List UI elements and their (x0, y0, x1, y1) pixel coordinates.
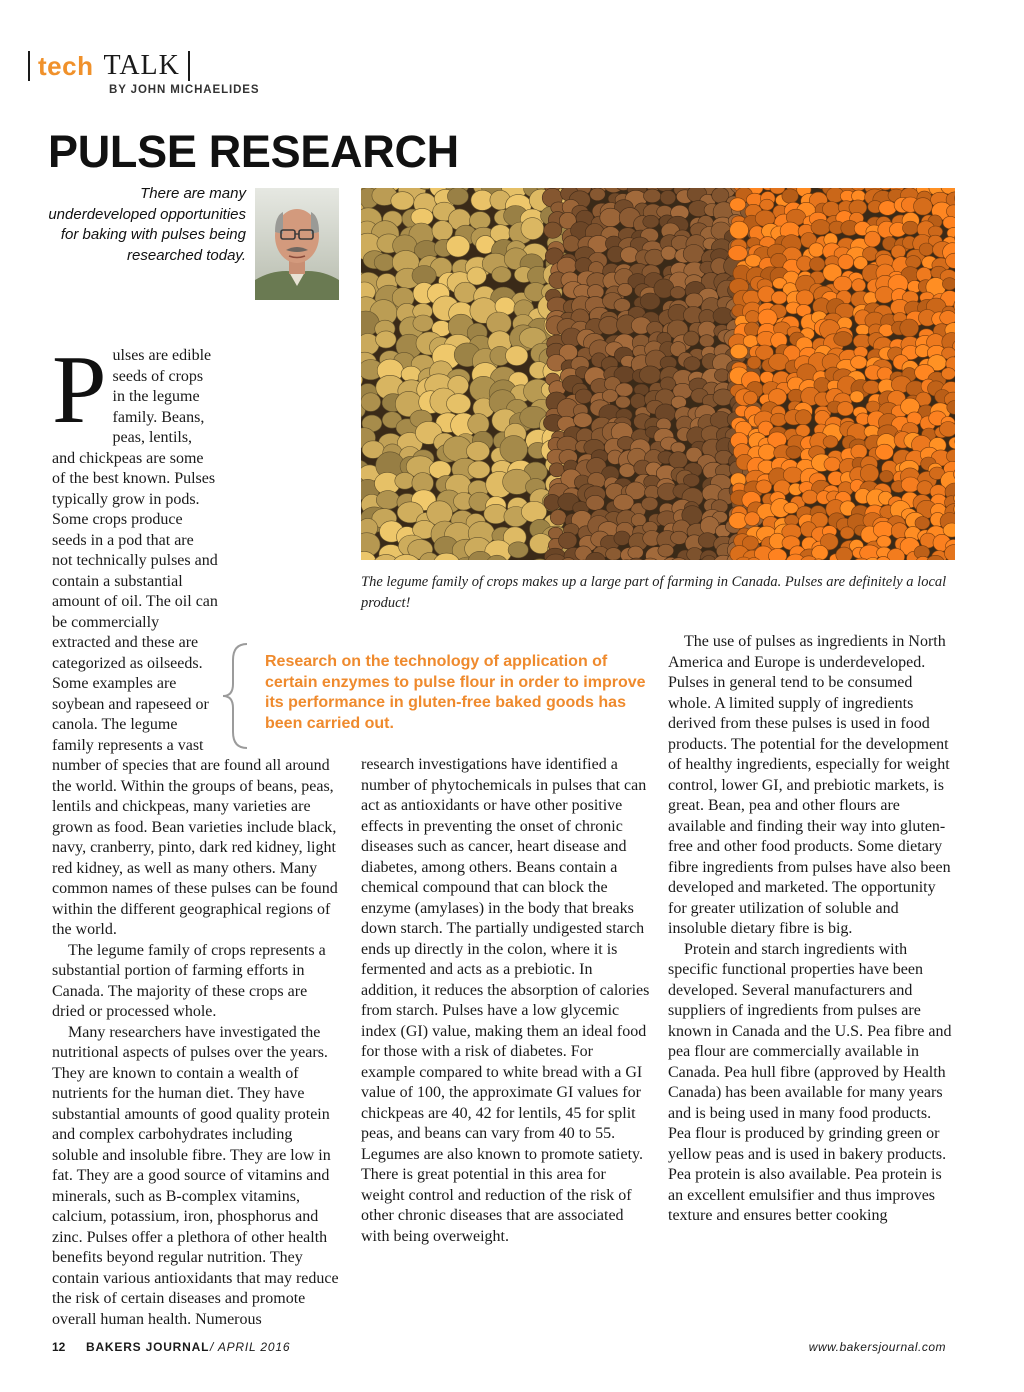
paragraph: Protein and starch ingredients with specific functional properties have been developed. Several manufacturers and suppliers of ingredients from pulses are known in Canada and the U.S. Pea fibre and pea flour are commercially available in Canada. Pea hull fibre (approved by Health Canada) has been available for many years and is being used in many food products. Pea flour is produced by grinding green or yellow peas and is used in bakery products. Pea protein is also available. Pea protein is an excellent emulsifier and thus improves texture and ensures better cooking (668, 940, 952, 1224)
lentil (470, 212, 491, 230)
pull-quote (217, 640, 657, 752)
lentil (683, 245, 704, 264)
paragraph: research investigations have identified a number of phytochemicals in pulses that can act as antioxidants or have other positive effects in preventing the onset of chronic diseases such as cancer, heart disease and diabetes, among others. Beans contain a chemical compound that can block the enzyme (amylases) in the body that breaks down starch. The partially undigested starch ends up directly in the colon, where it is fermented and acts as a prebiotic. In addition, it reduces the absorption of calories from starch. Pulses have a low glycemic index (GI) value, making them an ideal food for those with a risk of diabetes. For example compared to white bread with a GI value of 100, the approximate GI values for chickpeas are 40, 42 for lentils, 45 for split peas, and beans can vary from 40 to 55. Legumes are also known to promote satiety. There is great potential in this area for weight control and reduction of the risk of other chronic diseases that are associated with being overweight. (361, 756, 650, 1245)
lentil (574, 413, 593, 428)
lentil (879, 471, 893, 483)
page-footer (52, 1340, 946, 1360)
page-number: 12 (52, 1340, 66, 1354)
lentil (600, 208, 621, 227)
article-column-1 (52, 336, 342, 1330)
website-link[interactable]: www.bakersjournal.com (808, 1340, 946, 1354)
lentil (851, 356, 867, 369)
deck-text: There are many underdeveloped opportunities for baking with pulses being researched today. (48, 185, 246, 264)
lentil (837, 402, 853, 416)
lentil (500, 436, 528, 463)
lentil (771, 413, 787, 426)
lentil (614, 299, 630, 312)
lentil (906, 256, 921, 269)
drop-cap: P (52, 336, 107, 444)
lentil (590, 188, 606, 201)
lentil (901, 477, 919, 492)
lentil (875, 286, 894, 303)
lentil (730, 221, 749, 239)
lentil (447, 188, 468, 205)
lentil (550, 510, 566, 525)
lentil (809, 243, 824, 257)
lentil (863, 381, 880, 394)
lentil (521, 501, 546, 522)
lentil (432, 221, 453, 241)
lentil (782, 189, 798, 203)
headline: PULSE RESEARCH (48, 126, 459, 177)
lentil (639, 366, 660, 384)
lentil (940, 422, 956, 437)
lentil (824, 457, 840, 471)
lentil (760, 199, 774, 210)
lentil (413, 315, 433, 332)
author-portrait (255, 188, 339, 300)
lentil (616, 383, 633, 397)
paragraph: ulses are edible seeds of crops in the legume family. Beans, peas, lentils, and chickpeas are some of the best known. Pulses typically grow in pods. Some crops produce seeds in a pod that are not technically pulses and contain a substantial amount of oil. The oil can be commercially extracted and these are categorized as oilseeds. Some examples are soybean and rapeseed or canola. The legume family represents a vast number of species that are found all around the world. Within the groups of beans, peas, lentils and chickpeas, many varieties are grown as food. Bean varieties include black, navy, cranberry, pinto, dark red kidney, light red kidney, as well as many others. Many common names of these pulses can be found within the different geographical regions of the world. (52, 347, 338, 938)
lentil (586, 495, 604, 510)
lentil (810, 257, 825, 271)
lentil (559, 532, 577, 549)
lentil (851, 444, 867, 459)
lentil (606, 548, 622, 560)
kicker-tech: tech (38, 50, 94, 81)
byline: BY JOHN MICHAELIDES (109, 84, 260, 96)
article-column-2 (361, 755, 651, 1247)
lentil (374, 254, 394, 271)
lentil (875, 444, 893, 460)
paragraph: The use of pulses as ingredients in North America and Europe is underdeveloped. Pulses in general tend to be consumed whole. A limited supply of ingredients derived from these pulses is used in food products. The potential for the development of healthy ingredients, especially for weight control, lower GI, and prebiotic markets, is great. Bean, pea and other flours are available and finding their way into gluten-free and other food products. Some dietary fibre ingredients from pulses have also been developed and marketed. The opportunity for greater utilization of soluble and insoluble dietary fibre is big. (668, 633, 951, 937)
lentil (640, 293, 660, 310)
lentil (684, 357, 701, 371)
issue-date: / APRIL 2016 (210, 1340, 291, 1354)
lentil (784, 502, 798, 513)
lentil (454, 282, 477, 303)
lentil (852, 279, 866, 292)
lentil (914, 198, 933, 215)
lentil (660, 190, 676, 204)
lentil (616, 396, 631, 408)
lentil (376, 491, 399, 510)
lentil (492, 267, 511, 283)
magazine-name: BAKERS JOURNAL (86, 1340, 210, 1354)
lentil (361, 393, 381, 412)
lentil (747, 356, 761, 369)
lentil (642, 497, 658, 510)
author-portrait-illustration (255, 188, 339, 300)
lentil (644, 189, 661, 203)
lentil (671, 531, 688, 544)
kicker-divider-right (188, 51, 190, 81)
lentil (446, 236, 469, 257)
lentil (838, 254, 854, 269)
lentil (943, 216, 955, 229)
lentil (744, 322, 759, 336)
lentil (756, 480, 772, 494)
lentil (521, 218, 544, 240)
lentil (618, 283, 633, 296)
lentil (877, 536, 891, 548)
lentil (903, 221, 919, 235)
lentil (919, 243, 933, 256)
lentil (796, 290, 813, 306)
lentil (467, 267, 486, 285)
lentil (575, 389, 592, 404)
kicker-talk: TALK (103, 50, 180, 81)
lentil (860, 465, 878, 483)
lentil (856, 324, 870, 335)
lentil (376, 331, 397, 348)
lentil (730, 198, 746, 211)
paragraph: Many researchers have investigated the nutritional aspects of pulses over the years. They are known to contain a wealth of nutrients for the human diet. They have substantial amounts of good quality protein and complex carbohydrates including soluble and insoluble fibre. They are low in fat. They are a good source of vitamins and minerals, such as B-complex vitamins, calcium, potassium, iron, phosphorus and zinc. Pulses offer a plethora of other health benefits beyond regular nutrition. They contain various antioxidants that may reduce the risk of certain diseases and promote overall human health. Numerous (52, 1023, 339, 1328)
lentil (879, 201, 897, 216)
lentil (685, 293, 703, 308)
lentil (699, 335, 714, 347)
lentil (447, 394, 471, 414)
lentil (661, 246, 676, 260)
lentil (395, 472, 415, 489)
lentil (619, 464, 635, 478)
lentil (728, 246, 747, 261)
curly-brace-icon (217, 640, 257, 752)
lentil (772, 291, 788, 304)
lentil (468, 414, 489, 435)
lentil (786, 446, 801, 459)
pull-quote-text: Research on the technology of application of certain enzymes to pulse flour in order to improve its performance in gluten-free baked goods has been carried out. (265, 653, 646, 732)
lentil (630, 394, 645, 409)
lentil (745, 512, 760, 526)
lentil (942, 278, 955, 290)
lentil (508, 542, 528, 558)
lentil (836, 547, 853, 560)
lentils-illustration (361, 188, 955, 560)
lentil (643, 215, 659, 228)
lentil (613, 494, 633, 510)
section-kicker (28, 50, 190, 82)
lentil (466, 441, 489, 460)
lentil (468, 461, 490, 478)
lentil (942, 368, 956, 380)
lentil (670, 287, 685, 299)
lentil (687, 548, 703, 561)
lentil (544, 222, 562, 238)
lentil (802, 490, 818, 504)
lentil (783, 467, 802, 483)
lentil (391, 192, 414, 210)
lentil (850, 391, 864, 403)
paragraph: The legume family of crops represents a substantial portion of farming efforts in Canada. The majority of these crops are dried or processed whole. (52, 941, 326, 1020)
lentil (628, 546, 643, 559)
kicker-divider-left (28, 51, 30, 81)
lentils-photo (361, 188, 955, 560)
lentil (745, 311, 759, 324)
lentil (730, 344, 747, 359)
lentil (658, 544, 674, 557)
article-column-3 (668, 632, 958, 1227)
photo-caption: The legume family of crops makes up a large part of farming in Canada. Pulses are definitely a local product! (361, 574, 947, 611)
lentil (614, 531, 630, 545)
lentil (834, 332, 853, 347)
lentil (900, 319, 919, 337)
lentil (834, 276, 852, 291)
lentil (811, 220, 830, 235)
lentil (758, 444, 775, 460)
lentil (684, 331, 700, 346)
lentil (506, 346, 528, 366)
lentil (864, 231, 880, 247)
lentil (795, 410, 811, 425)
lentil (840, 527, 854, 539)
lentil (823, 436, 838, 448)
lentil (744, 391, 758, 404)
